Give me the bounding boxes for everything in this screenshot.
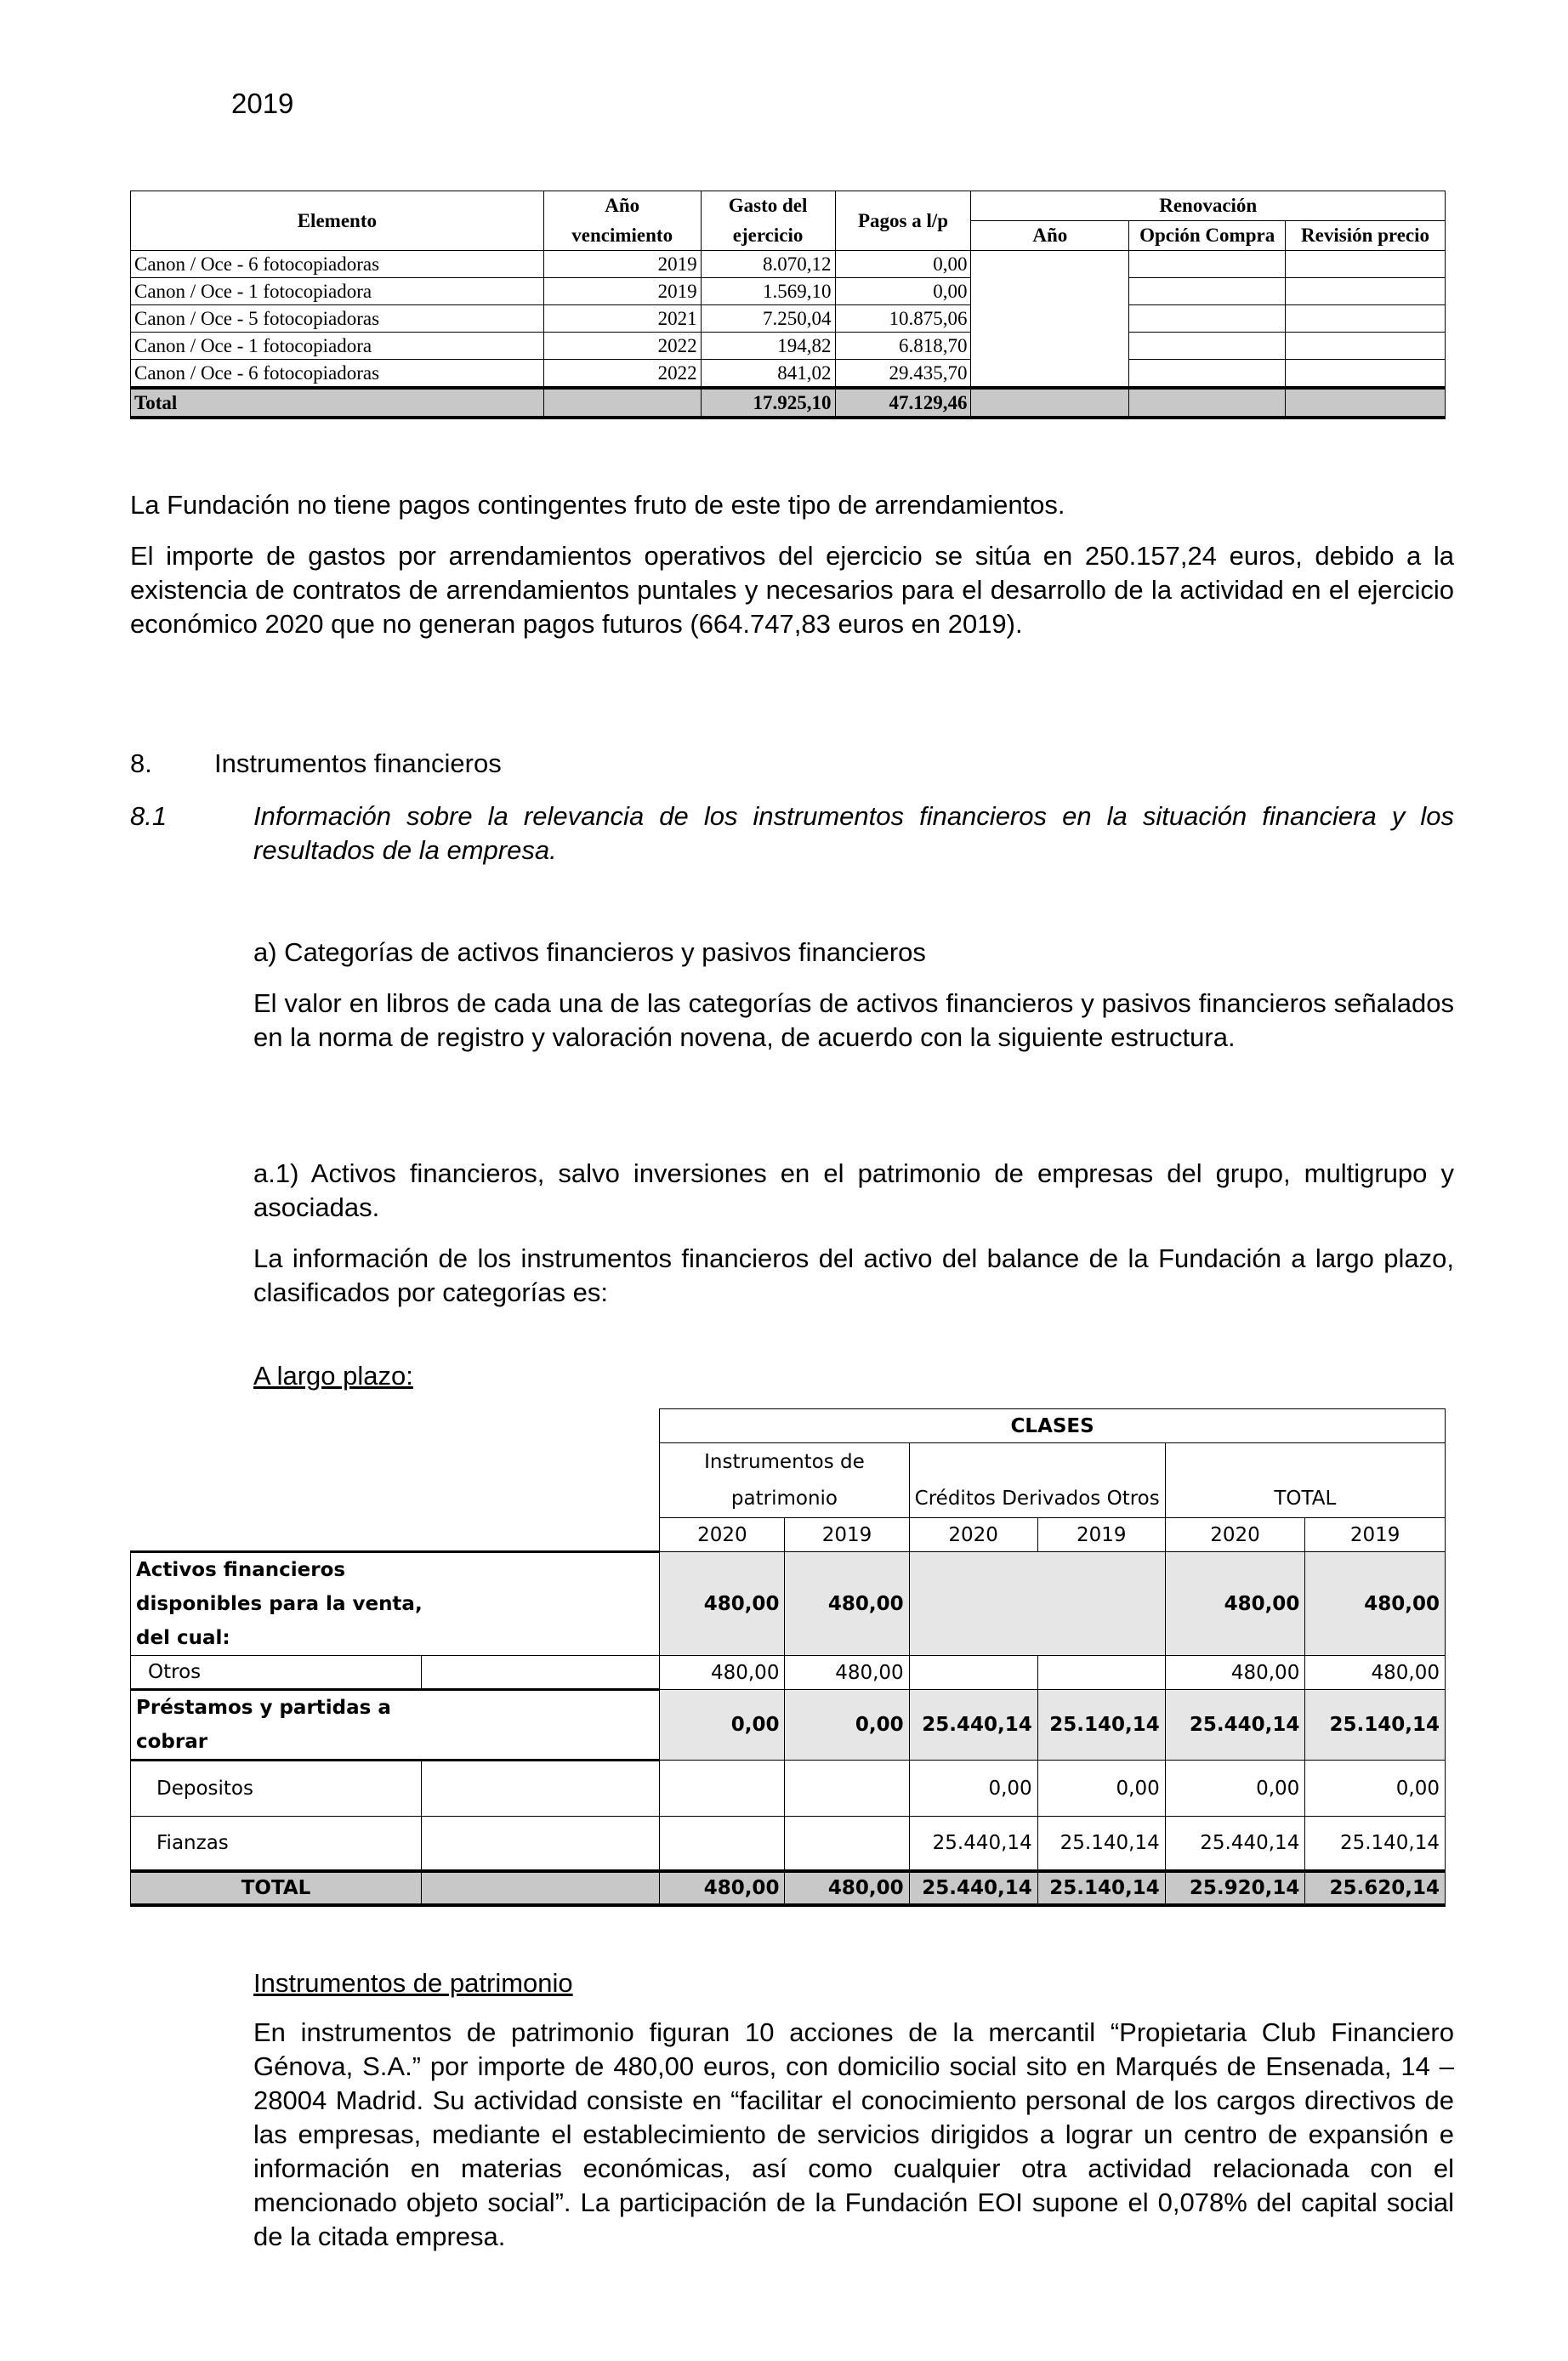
table-total-row xyxy=(131,388,1446,418)
header-gasto-1: Gasto del xyxy=(701,191,835,221)
page-year: 2019 xyxy=(231,88,294,119)
heading-instrumentos-patrimonio: Instrumentos de patrimonio xyxy=(253,1968,573,1998)
header-instrumentos-patrimonio-2: patrimonio xyxy=(660,1481,909,1518)
table-row xyxy=(131,1690,1446,1761)
cell-value: 480,00 xyxy=(660,1656,785,1690)
cell-value: 480,00 xyxy=(1165,1552,1305,1656)
section-title: Instrumentos financieros xyxy=(214,748,502,778)
header-ano: Año xyxy=(971,221,1129,251)
lease-table xyxy=(130,191,1446,419)
cell-elemento: Canon / Oce - 1 fotocopiadora xyxy=(131,278,544,305)
cell-elemento: Canon / Oce - 6 fotocopiadoras xyxy=(131,360,544,389)
cell-value: 0,00 xyxy=(785,1690,909,1761)
cell-value: 25.140,14 xyxy=(1037,1817,1165,1871)
cell-value: 480,00 xyxy=(1165,1656,1305,1690)
row-label-otros: Otros xyxy=(131,1656,422,1690)
section-number: 8. xyxy=(130,748,152,778)
row-label-total: TOTAL xyxy=(131,1871,422,1905)
paragraph-arrendamientos: El importe de gastos por arrendamientos operativos del ejercicio se sitúa en 250.157,24 euros, debido a la existencia de contratos de arrendamientos puntales y necesarios para el desarrollo de la actividad en el ejercicio económico 2020 que no generan pagos futuros (664.747,83 euros en 2019). xyxy=(130,541,1454,639)
cell-value: 25.620,14 xyxy=(1305,1871,1446,1905)
row-label-fianzas: Fianzas xyxy=(131,1817,422,1871)
cell-value: 480,00 xyxy=(660,1871,785,1905)
cell-pagos: 29.435,70 xyxy=(835,360,971,389)
header-instrumentos-patrimonio-1: Instrumentos de xyxy=(660,1443,909,1481)
header-ano-vencimiento-1: Año xyxy=(543,191,701,221)
row-label-prestamos xyxy=(131,1690,660,1761)
cell-gasto: 841,02 xyxy=(701,360,835,389)
cell-value: 25.140,14 xyxy=(1305,1817,1446,1871)
header-creditos-derivados: Créditos Derivados Otros xyxy=(909,1481,1165,1518)
header-year: 2020 xyxy=(660,1518,785,1552)
label-line: cobrar xyxy=(136,1731,208,1753)
cell-value: 480,00 xyxy=(785,1552,909,1656)
table-row xyxy=(131,278,1446,305)
cell-elemento: Canon / Oce - 5 fotocopiadoras xyxy=(131,305,544,333)
cell-gasto: 8.070,12 xyxy=(701,251,835,278)
row-label-depositos: Depositos xyxy=(131,1761,422,1817)
cell-value: 25.140,14 xyxy=(1305,1690,1446,1761)
cell-value: 25.920,14 xyxy=(1165,1871,1305,1905)
cell-value: 25.440,14 xyxy=(1165,1817,1305,1871)
paragraph-contingentes: La Fundación no tiene pagos contingentes fruto de este tipo de arrendamientos. xyxy=(130,490,1065,520)
label-line: Activos financieros xyxy=(136,1559,346,1581)
label-line: disponibles para la venta, xyxy=(136,1593,423,1615)
table-row xyxy=(131,305,1446,333)
subsection-title: Información sobre la relevancia de los instrumentos financieros en la situación financiera y los resultados de la empresa. xyxy=(253,801,1454,865)
header-clases: CLASES xyxy=(660,1409,1446,1443)
table-row xyxy=(131,1761,1446,1817)
header-year: 2019 xyxy=(1037,1518,1165,1552)
cell-pagos: 10.875,06 xyxy=(835,305,971,333)
heading-largo-plazo: A largo plazo: xyxy=(253,1361,413,1391)
label-line: Préstamos y partidas a xyxy=(136,1697,391,1719)
cell-value: 480,00 xyxy=(1305,1552,1446,1656)
cell-value: 25.440,14 xyxy=(909,1871,1037,1905)
cell-value: 0,00 xyxy=(1037,1761,1165,1817)
header-renovacion: Renovación xyxy=(971,191,1446,221)
header-pagos: Pagos a l/p xyxy=(835,191,971,251)
header-total: TOTAL xyxy=(1165,1481,1445,1518)
cell-gasto: 1.569,10 xyxy=(701,278,835,305)
header-revision-precio: Revisión precio xyxy=(1286,221,1446,251)
cell-ano: 2022 xyxy=(543,360,701,389)
table-total-row xyxy=(131,1871,1446,1905)
total-gasto: 17.925,10 xyxy=(701,388,835,418)
financial-instruments-table xyxy=(130,1408,1446,1907)
cell-pagos: 0,00 xyxy=(835,251,971,278)
cell-elemento: Canon / Oce - 6 fotocopiadoras xyxy=(131,251,544,278)
cell-value: 480,00 xyxy=(785,1871,909,1905)
cell-ano: 2019 xyxy=(543,251,701,278)
cell-elemento: Canon / Oce - 1 fotocopiadora xyxy=(131,333,544,360)
total-pagos: 47.129,46 xyxy=(835,388,971,418)
header-year: 2019 xyxy=(785,1518,909,1552)
label-line: del cual: xyxy=(136,1627,230,1649)
cell-gasto: 194,82 xyxy=(701,333,835,360)
cell-pagos: 6.818,70 xyxy=(835,333,971,360)
heading-activos-financieros: a.1) Activos financieros, salvo inversiones en el patrimonio de empresas del grupo, multigrupo y asociadas. xyxy=(253,1158,1454,1222)
heading-categorias: a) Categorías de activos financieros y pasivos financieros xyxy=(253,937,926,967)
header-elemento: Elemento xyxy=(131,191,544,251)
cell-gasto: 7.250,04 xyxy=(701,305,835,333)
subsection-number: 8.1 xyxy=(130,801,168,831)
cell-value: 0,00 xyxy=(909,1761,1037,1817)
cell-pagos: 0,00 xyxy=(835,278,971,305)
total-label: Total xyxy=(131,388,544,418)
cell-ano: 2022 xyxy=(543,333,701,360)
cell-ano: 2019 xyxy=(543,278,701,305)
cell-value: 480,00 xyxy=(660,1552,785,1656)
row-label-activos-disponibles xyxy=(131,1552,660,1656)
table-row xyxy=(131,251,1446,278)
header-gasto-2: ejercicio xyxy=(701,221,835,251)
cell-value: 480,00 xyxy=(1305,1656,1446,1690)
table-row xyxy=(131,333,1446,360)
header-year: 2020 xyxy=(909,1518,1037,1552)
cell-value: 0,00 xyxy=(1305,1761,1446,1817)
header-opcion-compra: Opción Compra xyxy=(1129,221,1286,251)
cell-value: 25.440,14 xyxy=(909,1817,1037,1871)
cell-value: 480,00 xyxy=(785,1656,909,1690)
header-year: 2019 xyxy=(1305,1518,1446,1552)
cell-value: 25.440,14 xyxy=(909,1690,1037,1761)
cell-ano: 2021 xyxy=(543,305,701,333)
table-row xyxy=(131,1656,1446,1690)
cell-value: 0,00 xyxy=(660,1690,785,1761)
paragraph-activos-financieros: La información de los instrumentos financieros del activo del balance de la Fundación a largo plazo, clasificados por categorías es: xyxy=(253,1243,1454,1307)
cell-value: 25.140,14 xyxy=(1037,1690,1165,1761)
cell-value: 25.440,14 xyxy=(1165,1690,1305,1761)
table-row xyxy=(131,1817,1446,1871)
paragraph-categorias: El valor en libros de cada una de las categorías de activos financieros y pasivos financieros señalados en la norma de registro y valoración novena, de acuerdo con la siguiente estructura. xyxy=(253,988,1454,1052)
header-ano-vencimiento-2: vencimiento xyxy=(543,221,701,251)
cell-value: 25.140,14 xyxy=(1037,1871,1165,1905)
header-year: 2020 xyxy=(1165,1518,1305,1552)
table-row xyxy=(131,360,1446,389)
table-row xyxy=(131,1552,1446,1656)
paragraph-instrumentos-patrimonio: En instrumentos de patrimonio figuran 10 acciones de la mercantil “Propietaria Club Financiero Génova, S.A.” por importe de 480,00 euros, con domicilio social sito en Marqués de Ensenada, 14 – 28004 Madrid. Su actividad consiste en “facilitar el conocimiento personal de los cargos directivos de las empresas, mediante el establecimiento de servicios dirigidos a lograr un centro de expansión e información en materias económicas, así como cualquier otra actividad relacionada con el mencionado objeto social”. La participación de la Fundación EOI supone el 0,078% del capital social de la citada empresa. xyxy=(253,2017,1454,2251)
cell-value: 0,00 xyxy=(1165,1761,1305,1817)
